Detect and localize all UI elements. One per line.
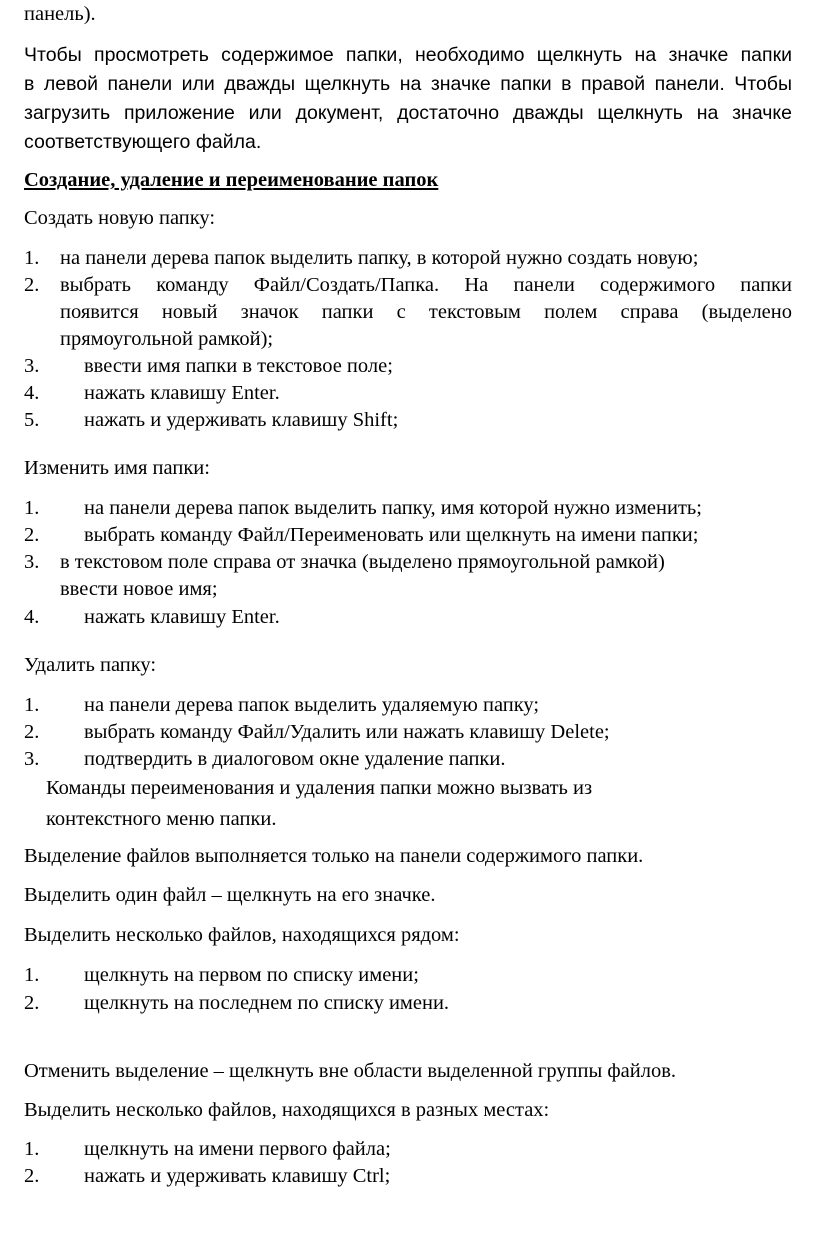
list-text: нажать клавишу Enter. <box>84 382 280 404</box>
list-text: щелкнуть на имени первого файла; <box>84 1138 391 1160</box>
list-text: ввести новое имя; <box>60 578 218 600</box>
list-text: ввести имя папки в текстовое поле; <box>84 355 393 377</box>
list-text: нажать и удерживать клавишу Ctrl; <box>84 1165 391 1187</box>
list-number: 3. <box>24 355 40 377</box>
list-number: 1. <box>24 964 40 986</box>
section-heading: Создание, удаление и переименование папок <box>24 169 439 191</box>
list-text: выбрать команду Файл/Удалить или нажать клавишу Delete; <box>84 721 610 743</box>
list-number: 2. <box>24 524 40 546</box>
list-text: нажать клавишу Enter. <box>84 606 280 628</box>
list-text: в текстовом поле справа от значка (выделено прямоугольной рамкой) <box>60 551 665 573</box>
rename-title: Изменить имя папки: <box>24 457 210 479</box>
list-text: подтвердить в диалоговом окне удаление папки. <box>84 748 506 770</box>
list-text: выбрать команду Файл/Создать/Папка. На панели содержимого папки <box>60 274 792 296</box>
list-number: 4. <box>24 606 40 628</box>
list-text: появится новый значок папки с текстовым полем справа (выделено <box>60 301 792 323</box>
list-text: на панели дерева папок выделить удаляемую папку; <box>84 694 540 716</box>
list-number: 1. <box>24 1138 40 1160</box>
delete-note-line-2: контекстного меню папки. <box>46 808 277 830</box>
list-text: прямоугольной рамкой); <box>60 328 274 350</box>
list-text: на панели дерева папок выделить папку, имя которой нужно изменить; <box>84 497 702 519</box>
list-number: 2. <box>24 992 40 1014</box>
selection-paragraph-3: Выделить несколько файлов, находящихся рядом: <box>24 924 460 946</box>
list-text: щелкнуть на первом по списку имени; <box>84 964 419 986</box>
list-number: 2. <box>24 721 40 743</box>
list-number: 1. <box>24 694 40 716</box>
delete-note-line-1: Команды переименования и удаления папки можно вызвать из <box>46 777 593 799</box>
intro-line-1: Чтобы просмотреть содержимое папки, необходимо щелкнуть на значке папки <box>24 44 792 66</box>
list-number: 1. <box>24 497 40 519</box>
list-number: 2. <box>24 1165 40 1187</box>
top-fragment: панель). <box>24 3 96 25</box>
selection-paragraph-5: Выделить несколько файлов, находящихся в разных местах: <box>24 1099 550 1121</box>
list-text: нажать и удерживать клавишу Shift; <box>84 409 399 431</box>
list-number: 3. <box>24 551 40 573</box>
intro-line-3: загрузить приложение или документ, достаточно дважды щелкнуть на значке <box>24 102 792 124</box>
list-text: выбрать команду Файл/Переименовать или щелкнуть на имени папки; <box>84 524 699 546</box>
list-number: 5. <box>24 409 40 431</box>
intro-line-4: соответствующего файла. <box>24 131 262 153</box>
list-text: щелкнуть на последнем по списку имени. <box>84 992 450 1014</box>
selection-paragraph-2: Выделить один файл – щелкнуть на его значке. <box>24 884 436 906</box>
selection-paragraph-4: Отменить выделение – щелкнуть вне области выделенной группы файлов. <box>24 1060 677 1082</box>
create-title: Создать новую папку: <box>24 207 216 229</box>
selection-paragraph-1: Выделение файлов выполняется только на панели содержимого папки. <box>24 845 644 867</box>
list-text: на панели дерева папок выделить папку, в которой нужно создать новую; <box>60 247 699 269</box>
list-number: 3. <box>24 748 40 770</box>
list-number: 1. <box>24 247 40 269</box>
intro-line-2: в левой панели или дважды щелкнуть на значке папки в правой панели. Чтобы <box>24 73 792 95</box>
list-number: 4. <box>24 382 40 404</box>
delete-title: Удалить папку: <box>24 654 157 676</box>
list-number: 2. <box>24 274 40 296</box>
